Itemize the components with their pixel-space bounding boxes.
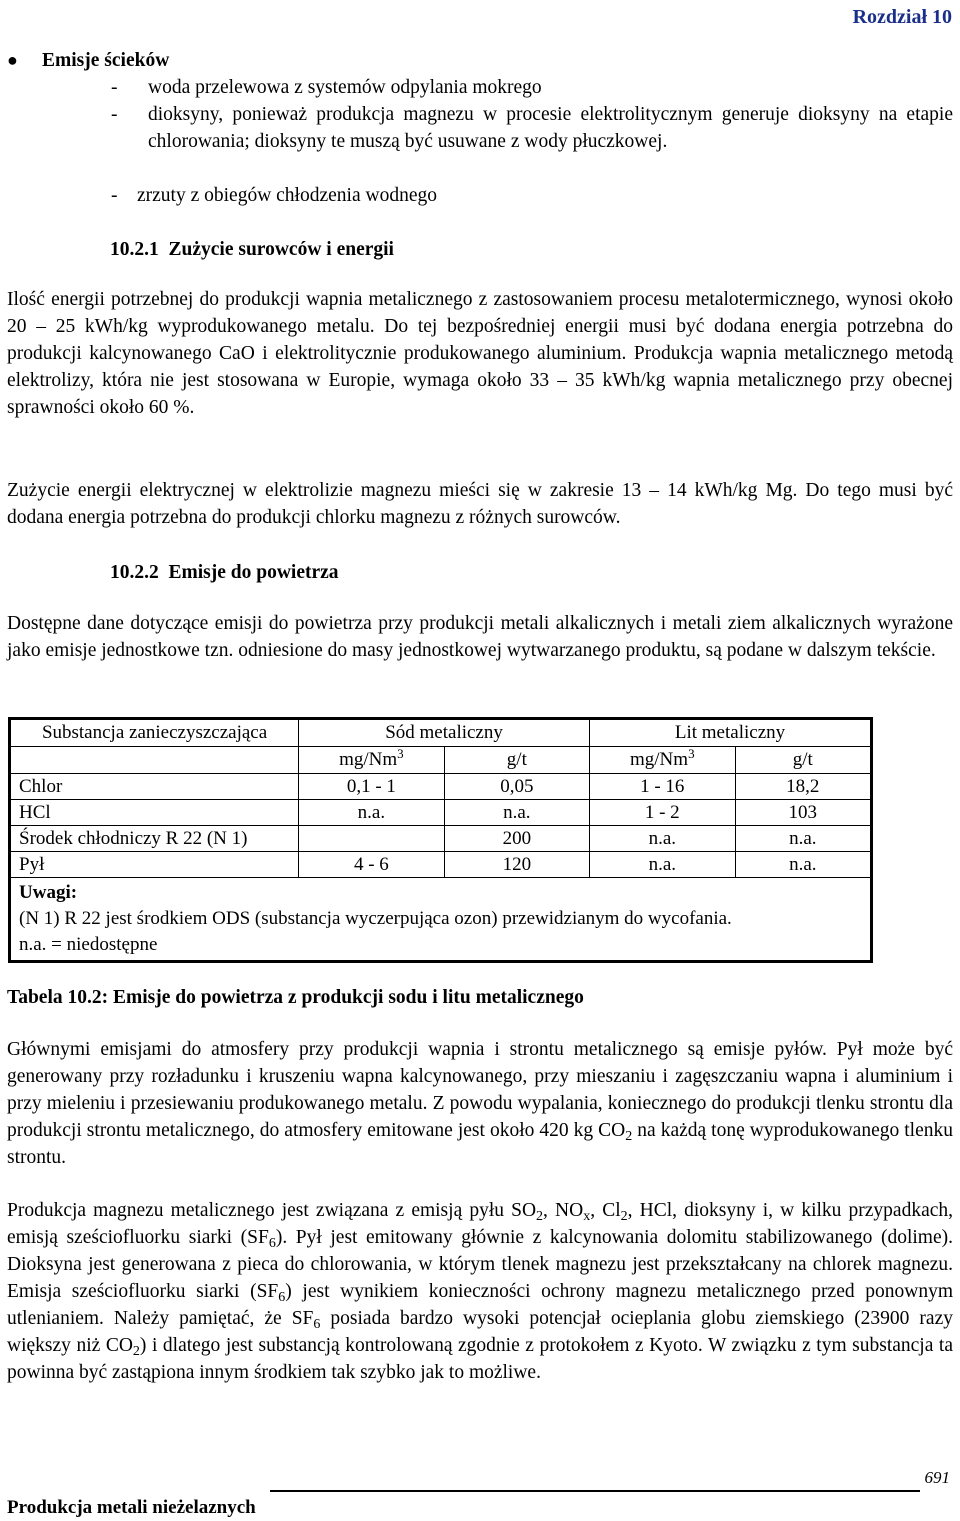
cell-substance: HCl [10, 800, 299, 826]
cell-substance: Chlor [10, 774, 299, 800]
table-row [10, 852, 872, 878]
unit-conc: mg/Nm$^3$ [299, 747, 445, 774]
cell-value: n.a. [735, 826, 871, 852]
note-na: n.a. = niedostępne [19, 934, 158, 955]
unit-conc: mg/Nm$^3$ [590, 747, 736, 774]
cell-value: 1 - 2 [590, 800, 736, 826]
paragraph-dust: Głównymi emisjami do atmosfery przy produkcji wapnia i strontu metalicznego są emisje pyłów. Pył może być generowany przy rozładunku i kruszeniu wapna kalcynowanego, przy mieszaniu i zagęszczaniu wapna i aluminium i przy mieleniu i przesiewaniu produkowanego metalu. Z powodu wypalania, koniecznego do produkcji tlenku strontu dla produkcji strontu metalicznego, do atmosfery emitowane jest około 420 kg $CO_2$ na każdą tonę wyprodukowanego tlenku strontu. [7, 1039, 953, 1168]
cell-substance: Środek chłodniczy R 22 (N 1) [10, 826, 299, 852]
dash-icon: - [111, 185, 118, 206]
table-notes-row [10, 878, 872, 962]
note-n1: (N 1) R 22 jest środkiem ODS (substancja wyczerpująca ozon) przewidzianym do wycofania. [19, 908, 732, 929]
section-number: 10.2.1 [110, 239, 159, 260]
emissions-item: zrzuty z obiegów chłodzenia wodnego [137, 185, 437, 206]
table-units-row [10, 747, 872, 774]
table-row [10, 826, 872, 852]
cell-value: 103 [735, 800, 871, 826]
table-row [10, 774, 872, 800]
header-sodium: Sód metaliczny [299, 719, 590, 747]
paragraph-air-emissions: Dostępne dane dotyczące emisji do powietrza przy produkcji metali alkalicznych i metali ziem alkalicznych wyrażone jako emisje jednostkowe tzn. odniesione do masy jednostkowej wytwarzanego produktu, są podane w dalszym tekście. [7, 613, 953, 661]
section-heading-1022 [110, 559, 339, 586]
section-heading-1021 [110, 236, 394, 263]
table-notes [10, 878, 872, 962]
header-substance: Substancja zanieczyszczająca [10, 719, 299, 747]
paragraph-energy-calcium: Ilość energii potrzebnej do produkcji wapnia metalicznego z zastosowaniem procesu metalotermicznego, wynosi około 20 – 25 kWh/kg wyprodukowanego metalu. Do tej bezpośredniej energii musi być dodana energia potrzebna do produkcji kalcynowanego CaO i elektrolitycznie produkowanego aluminium. Produkcja wapnia metalicznego metodą elektrolizy, która nie jest stosowana w Europie, wymaga około 33 – 35 kWh/kg wapnia metalicznego przy obecnej sprawności około 60 %. [7, 289, 953, 418]
cell-substance: Pył [10, 852, 299, 878]
section-number: 10.2.2 [110, 562, 159, 583]
dash-icon: - [111, 104, 118, 125]
chapter-header: Rozdział 10 [852, 6, 952, 28]
table-caption: Tabela 10.2: Emisje do powietrza z produkcji sodu i litu metalicznego [7, 987, 584, 1008]
cell-value: n.a. [299, 800, 445, 826]
bullet-icon: ● [7, 50, 18, 70]
cell-value: n.a. [590, 826, 736, 852]
section-title: Zużycie surowców i energii [168, 239, 394, 260]
emissions-table [8, 717, 873, 963]
cell-value: n.a. [444, 800, 589, 826]
cell-value: 0,05 [444, 774, 589, 800]
dash-icon: - [111, 77, 118, 98]
cell-value: 120 [444, 852, 589, 878]
cell-value [299, 826, 445, 852]
cell-value: n.a. [735, 852, 871, 878]
paragraph-magnesium-emissions: Produkcja magnezu metalicznego jest związana z emisją pyłu $SO_2$, $NO_x$, $Cl_2$, HCl, dioksyny i, w kilku przypadkach, emisją sześciofluorku siarki $(SF_6)$. Pył jest emitowany głównie z kalcynowania dolomitu stabilizowanego (dolime). Dioksyna jest generowana z pieca do chlorowania, w którym tlenek magnezu jest przekształcany na chlorek magnezu. Emisja sześciofluorku siarki $(SF_6)$ jest wynikiem konieczności ochrony magnezu metalicznego przed ponownym utlenianiem. Należy pamiętać, że $SF_6$ posiada bardzo wysoki potencjał ocieplania globu ziemskiego (23900 razy większy niż $CO_2$) i dlatego jest substancją kontrolowaną zgodnie z protokołem z Kyoto. W związku z tym substancja ta powinna być zastąpiona innym środkiem tak szybko jak to możliwe. [7, 1200, 954, 1383]
footer-title: Produkcja metali nieżelaznych [7, 1497, 256, 1518]
cell-value: 18,2 [735, 774, 871, 800]
paragraph-energy-magnesium: Zużycie energii elektrycznej w elektrolizie magnezu mieści się w zakresie 13 – 14 kWh/kg Mg. Do tego musi być dodana energia potrzebna do produkcji chlorku magnezu z różnych surowców. [7, 480, 953, 528]
header-blank [10, 747, 299, 774]
page-number: 691 [924, 1468, 950, 1487]
cell-value: 4 - 6 [299, 852, 445, 878]
emissions-title: Emisje ścieków [42, 50, 170, 71]
emissions-item: dioksyny, ponieważ produkcja magnezu w procesie elektrolitycznym generuje dioksyny na etapie chlorowania; dioksyny te muszą być usuwane z wody płuczkowej. [148, 104, 953, 152]
cell-value: n.a. [590, 852, 736, 878]
emissions-item: woda przelewowa z systemów odpylania mokrego [148, 77, 542, 98]
table-header-row [10, 719, 872, 747]
notes-label: Uwagi: [19, 882, 78, 903]
footer-divider [270, 1490, 920, 1492]
unit-mass: g/t [444, 747, 589, 774]
header-lithium: Lit metaliczny [590, 719, 872, 747]
table-row [10, 800, 872, 826]
cell-value: 0,1 - 1 [299, 774, 445, 800]
unit-mass: g/t [735, 747, 871, 774]
section-title: Emisje do powietrza [168, 562, 339, 583]
cell-value: 200 [444, 826, 589, 852]
cell-value: 1 - 16 [590, 774, 736, 800]
